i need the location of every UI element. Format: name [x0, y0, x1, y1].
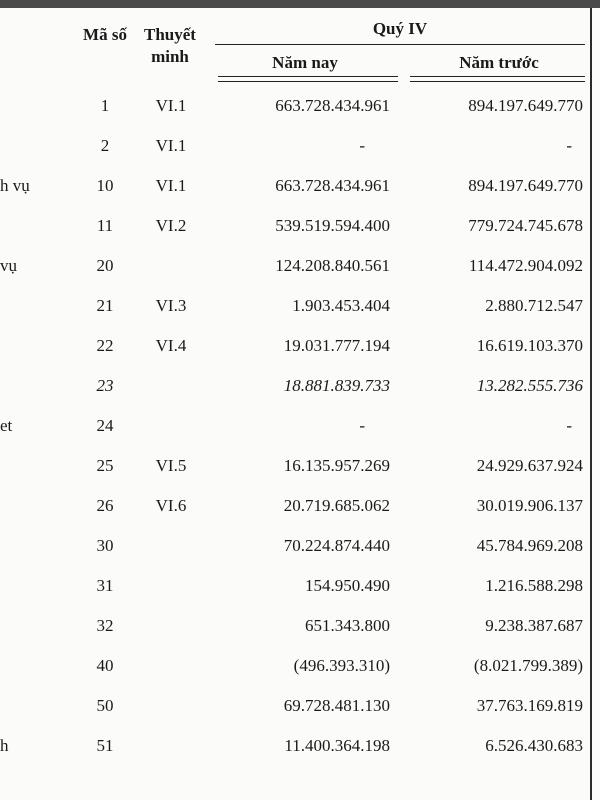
- row-nam-nay: 663.728.434.961: [275, 96, 390, 115]
- row-nam-nay: 69.728.481.130: [283, 696, 390, 715]
- row-nam-truoc: 779.724.745.678: [468, 216, 583, 235]
- row-thuyet-minh: VI.1: [155, 96, 187, 115]
- quarter-underline: [215, 44, 585, 45]
- row-nam-truoc: (8.021.799.389): [473, 656, 583, 675]
- row-nam-nay: 663.728.434.961: [275, 176, 390, 195]
- row-nam-truoc: 13.282.555.736: [476, 376, 583, 395]
- table-row: [0, 454, 600, 478]
- row-nam-truoc: -: [566, 136, 572, 155]
- row-nam-truoc: 114.472.904.092: [468, 256, 583, 275]
- table-row: [0, 574, 600, 598]
- row-nam-truoc: 894.197.649.770: [468, 96, 583, 115]
- row-ma-so: 25: [96, 456, 114, 475]
- row-nam-truoc: 894.197.649.770: [468, 176, 583, 195]
- row-ma-so: 10: [96, 176, 114, 195]
- row-nam-truoc: 2.880.712.547: [485, 296, 583, 315]
- table-row: [0, 534, 600, 558]
- header-thuyet-minh: Thuyết minh: [144, 25, 196, 66]
- table-row: [0, 174, 600, 198]
- row-ma-so: 30: [96, 536, 114, 555]
- row-thuyet-minh: VI.6: [155, 496, 187, 515]
- table-row: [0, 254, 600, 278]
- row-nam-nay: -: [359, 416, 365, 435]
- row-ma-so: 1: [100, 96, 110, 115]
- row-ma-so: 26: [96, 496, 114, 515]
- row-ma-so: 2: [100, 136, 110, 155]
- row-ma-so: 22: [96, 336, 114, 355]
- row-ma-so: 31: [96, 576, 114, 595]
- row-nam-nay: 70.224.874.440: [283, 536, 390, 555]
- row-nam-nay: 11.400.364.198: [284, 736, 390, 755]
- row-nam-nay: 154.950.490: [305, 576, 390, 595]
- table-row: [0, 94, 600, 118]
- row-ma-so: 50: [96, 696, 114, 715]
- right-border: [590, 8, 592, 800]
- nam-truoc-double-underline: [410, 76, 585, 82]
- row-nam-truoc: -: [566, 416, 572, 435]
- row-nam-truoc: 1.216.588.298: [485, 576, 583, 595]
- header-ma-so: Mã số: [83, 25, 127, 44]
- row-nam-nay: 16.135.957.269: [283, 456, 390, 475]
- row-nam-truoc: 37.763.169.819: [476, 696, 583, 715]
- row-nam-nay: 124.208.840.561: [275, 256, 390, 275]
- header-quy: Quý IV: [372, 19, 428, 38]
- row-ma-so: 40: [96, 656, 114, 675]
- table-row: [0, 734, 600, 758]
- row-thuyet-minh: VI.1: [155, 136, 187, 155]
- table-row: [0, 614, 600, 638]
- row-nam-truoc: 9.238.387.687: [485, 616, 583, 635]
- row-thuyet-minh: VI.5: [155, 456, 187, 475]
- header-nam-truoc: Năm trước: [459, 53, 539, 72]
- table-row: [0, 654, 600, 678]
- table-row: [0, 494, 600, 518]
- row-nam-nay: 20.719.685.062: [283, 496, 390, 515]
- row-ma-so: 23: [96, 376, 114, 395]
- row-nam-truoc: 24.929.637.924: [476, 456, 583, 475]
- row-thuyet-minh: VI.4: [155, 336, 187, 355]
- nam-nay-double-underline: [218, 76, 398, 82]
- row-label: vụ: [0, 256, 17, 275]
- table-row: [0, 294, 600, 318]
- row-nam-nay: -: [359, 136, 365, 155]
- row-nam-truoc: 45.784.969.208: [476, 536, 583, 555]
- row-thuyet-minh: VI.1: [155, 176, 187, 195]
- row-nam-nay: 19.031.777.194: [283, 336, 390, 355]
- table-row: [0, 214, 600, 238]
- row-nam-nay: 539.519.594.400: [275, 216, 390, 235]
- row-ma-so: 51: [96, 736, 114, 755]
- top-border: [0, 0, 600, 8]
- table-row: [0, 694, 600, 718]
- row-nam-nay: (496.393.310): [293, 656, 390, 675]
- row-ma-so: 11: [96, 216, 114, 235]
- row-nam-truoc: 6.526.430.683: [485, 736, 583, 755]
- row-label: h: [0, 736, 9, 755]
- row-ma-so: 20: [96, 256, 114, 275]
- row-nam-nay: 651.343.800: [305, 616, 390, 635]
- row-nam-truoc: 16.619.103.370: [476, 336, 583, 355]
- table-row: [0, 374, 600, 398]
- row-nam-truoc: 30.019.906.137: [476, 496, 583, 515]
- row-nam-nay: 18.881.839.733: [283, 376, 390, 395]
- row-ma-so: 21: [96, 296, 114, 315]
- row-thuyet-minh: VI.2: [155, 216, 187, 235]
- row-ma-so: 24: [96, 416, 114, 435]
- header-nam-nay: Năm nay: [272, 53, 338, 72]
- row-nam-nay: 1.903.453.404: [292, 296, 390, 315]
- row-label: h vụ: [0, 176, 30, 195]
- row-label: et: [0, 416, 13, 435]
- row-ma-so: 32: [96, 616, 114, 635]
- table-row: [0, 334, 600, 358]
- table-row: [0, 414, 600, 438]
- table-row: [0, 134, 600, 158]
- row-thuyet-minh: VI.3: [155, 296, 187, 315]
